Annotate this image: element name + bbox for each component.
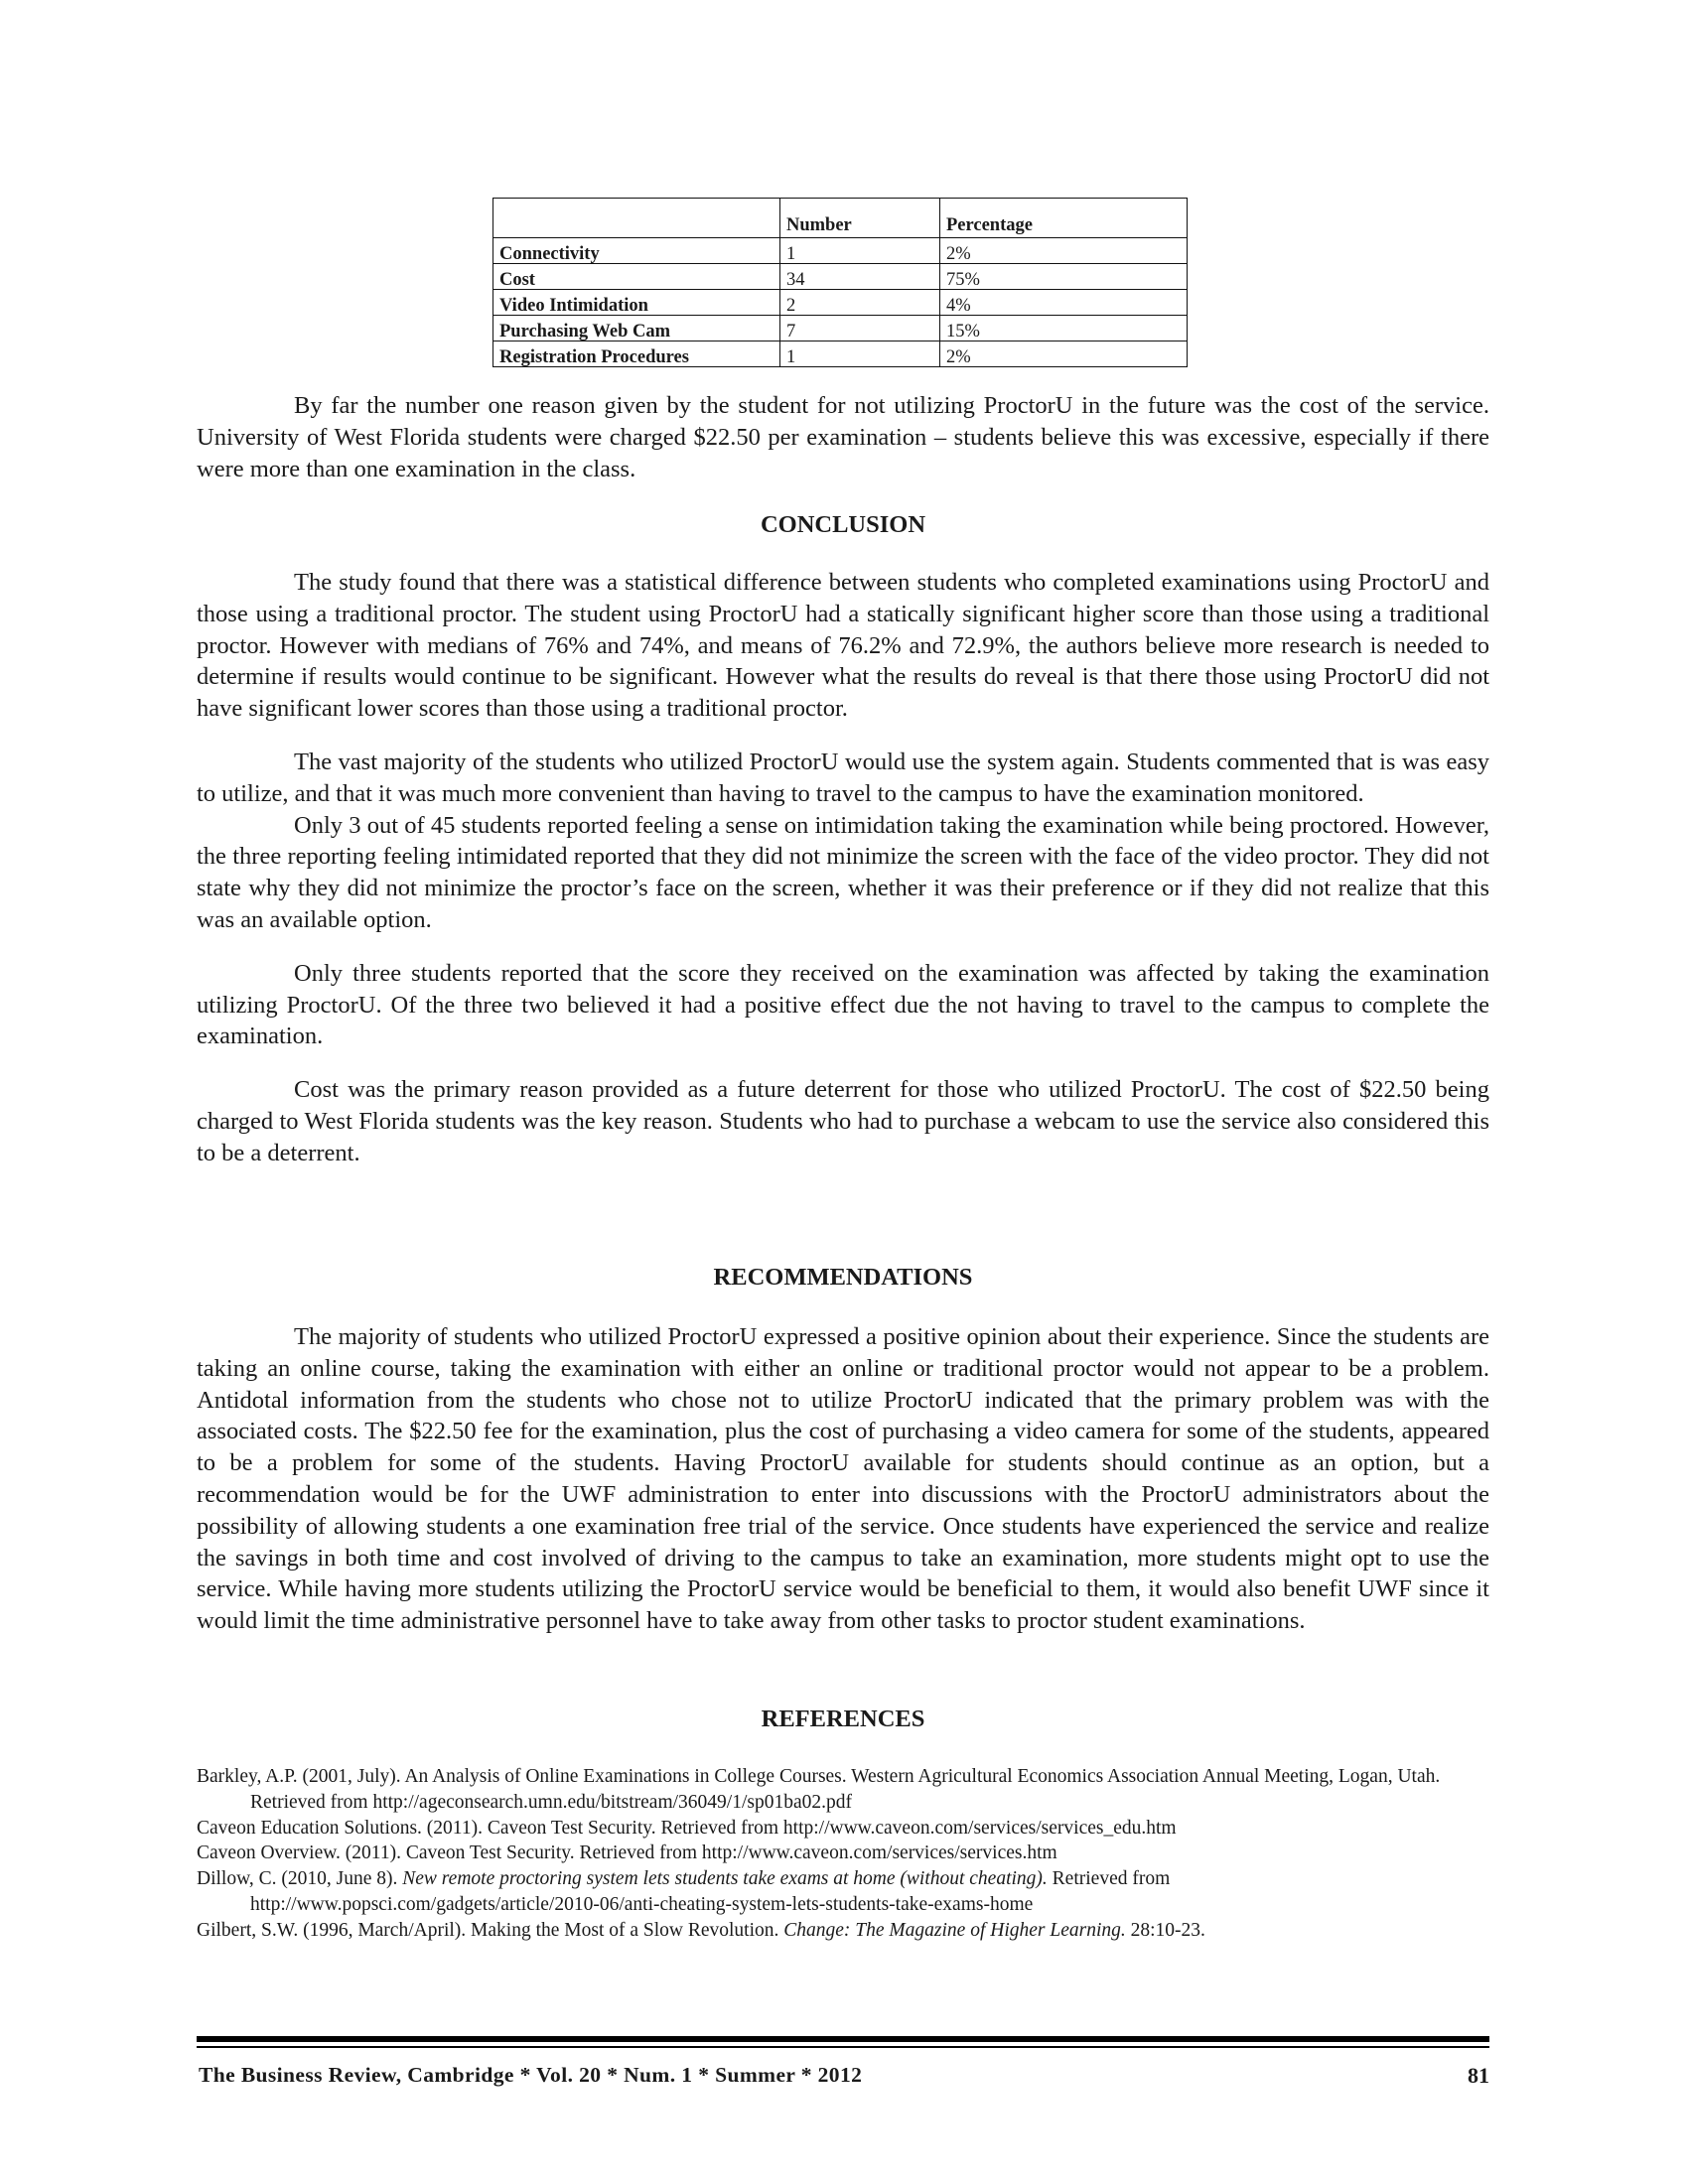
reference-journal-italic: Change: The Magazine of Higher Learning. xyxy=(783,1919,1126,1941)
table-row xyxy=(493,290,1188,316)
footer-rule xyxy=(197,2036,1489,2042)
conclusion-heading: CONCLUSION xyxy=(760,511,926,538)
journal-footer: The Business Review, Cambridge * Vol. 20 * Num. 1 * Summer * 2012 xyxy=(199,2063,863,2087)
table-row-number: 1 xyxy=(780,238,940,264)
table-row xyxy=(493,316,1188,341)
table-row-label: Connectivity xyxy=(493,238,780,264)
table-row-number: 2 xyxy=(780,290,940,316)
reference-item xyxy=(197,1918,1489,1944)
conclusion-section xyxy=(197,567,1489,1169)
table-header-cell: Percentage xyxy=(940,199,1188,238)
table-row-percentage: 2% xyxy=(940,238,1188,264)
table-row-number: 34 xyxy=(780,264,940,290)
footer-rule-thin xyxy=(197,2046,1489,2048)
references-list xyxy=(197,1764,1489,1944)
reference-author-date: Gilbert, S.W. (1996, March/April). Making the Most of a Slow Revolution. xyxy=(197,1919,784,1941)
conclusion-paragraph: Only 3 out of 45 students reported feeling a sense on intimidation taking the examination while being proctored. However, the three reporting feeling intimidated reported that they did not minimize the screen with the face of the video proctor. They did not state why they did not minimize the proctor’s face on the screen, whether it was their preference or if they did not realize that this was an available option. xyxy=(197,811,1489,933)
table-header-cell xyxy=(493,199,780,238)
table-header-cell: Number xyxy=(780,199,940,238)
reference-title-italic: New remote proctoring system lets students take exams at home (without cheating). xyxy=(402,1868,1048,1890)
intro-section xyxy=(197,390,1489,484)
reference-retrieval: Retrieved from http://www.popsci.com/gadgets/article/2010-06/anti-cheating-system-lets-students-take-exams-home xyxy=(250,1868,1171,1915)
recommendations-heading: RECOMMENDATIONS xyxy=(713,1264,973,1291)
page-number: 81 xyxy=(1468,2063,1489,2088)
reasons-table xyxy=(492,198,1188,367)
reference-volume: 28:10-23. xyxy=(1125,1919,1205,1941)
table-row xyxy=(493,264,1188,290)
conclusion-paragraph: The vast majority of the students who utilized ProctorU would use the system again. Students commented that is was easy to utilize, and that it was much more convenient than having to travel to the campus to have the examination monitored. xyxy=(197,748,1489,807)
intro-paragraph: By far the number one reason given by the student for not utilizing ProctorU in the future was the cost of the service. University of West Florida students were charged $22.50 per examination – students believe this was excessive, especially if there were more than one examination in the class. xyxy=(197,392,1489,482)
conclusion-paragraph: The study found that there was a statistical difference between students who completed examinations using ProctorU and those using a traditional proctor. The student using ProctorU had a statically significant higher score than those using a traditional proctor. However with medians of 76% and 74%, and means of 76.2% and 72.9%, the authors believe more research is needed to determine if results would continue to be significant. However what the results do reveal is that there those using ProctorU did not have significant lower scores than those using a traditional proctor. xyxy=(197,569,1489,723)
table-row-number: 7 xyxy=(780,316,940,341)
table-row-label: Video Intimidation xyxy=(493,290,780,316)
table-row-label: Purchasing Web Cam xyxy=(493,316,780,341)
conclusion-paragraph: Only three students reported that the score they received on the examination was affected by taking the examination utilizing ProctorU. Of the three two believed it had a positive effect due the not having to travel to the campus to complete the examination. xyxy=(197,959,1489,1050)
reference-author-date: Dillow, C. (2010, June 8). xyxy=(197,1868,403,1890)
table-row xyxy=(493,238,1188,264)
conclusion-paragraph: Cost was the primary reason provided as a future deterrent for those who utilized ProctorU. The cost of $22.50 being charged to West Florida students was the key reason. Students who had to purchase a webcam to use the service also considered this to be a deterrent. xyxy=(197,1076,1489,1166)
reference-item: Caveon Education Solutions. (2011). Caveon Test Security. Retrieved from http://www.caveon.com/services/services_edu.htm xyxy=(197,1817,1177,1839)
reference-item: Barkley, A.P. (2001, July). An Analysis of Online Examinations in College Courses. Western Agricultural Economics Association Annual Meeting, Logan, Utah. Retrieved from http://ageconsearch.umn.edu/bitstream/36049/1/sp01ba02.pdf xyxy=(197,1766,1441,1813)
recommendations-paragraph: The majority of students who utilized ProctorU expressed a positive opinion about their experience. Since the students are taking an online course, taking the examination with either an online or traditional proctor would not appear to be a problem. Antidotal information from the students who chose not to utilize ProctorU indicated that the primary problem was with the associated costs. The $22.50 fee for the examination, plus the cost of purchasing a video camera for some of the students, appeared to be a problem for some of the students. Having ProctorU available for students should continue as an option, but a recommendation would be for the UWF administration to enter into discussions with the ProctorU administrators about the possibility of allowing students a one examination free trial of the service. Once students have experienced the service and realize the savings in both time and cost involved of driving to the campus to take an examination, more students might opt to use the service. While having more students utilizing the ProctorU service would be beneficial to them, it would also benefit UWF since it would limit the time administrative personnel have to take away from other tasks to proctor student examinations. xyxy=(197,1323,1489,1635)
table-row-percentage: 2% xyxy=(940,341,1188,367)
table-row-percentage: 75% xyxy=(940,264,1188,290)
table-row-label: Cost xyxy=(493,264,780,290)
table-row-number: 1 xyxy=(780,341,940,367)
table-header-row xyxy=(493,199,1188,238)
table-row-percentage: 15% xyxy=(940,316,1188,341)
recommendations-section xyxy=(197,1321,1489,1637)
table-row xyxy=(493,341,1188,367)
reference-item xyxy=(197,1866,1489,1918)
reference-item: Caveon Overview. (2011). Caveon Test Security. Retrieved from http://www.caveon.com/services/services.htm xyxy=(197,1843,1057,1864)
references-heading: REFERENCES xyxy=(761,1706,925,1732)
table-row-percentage: 4% xyxy=(940,290,1188,316)
table-row-label: Registration Procedures xyxy=(493,341,780,367)
